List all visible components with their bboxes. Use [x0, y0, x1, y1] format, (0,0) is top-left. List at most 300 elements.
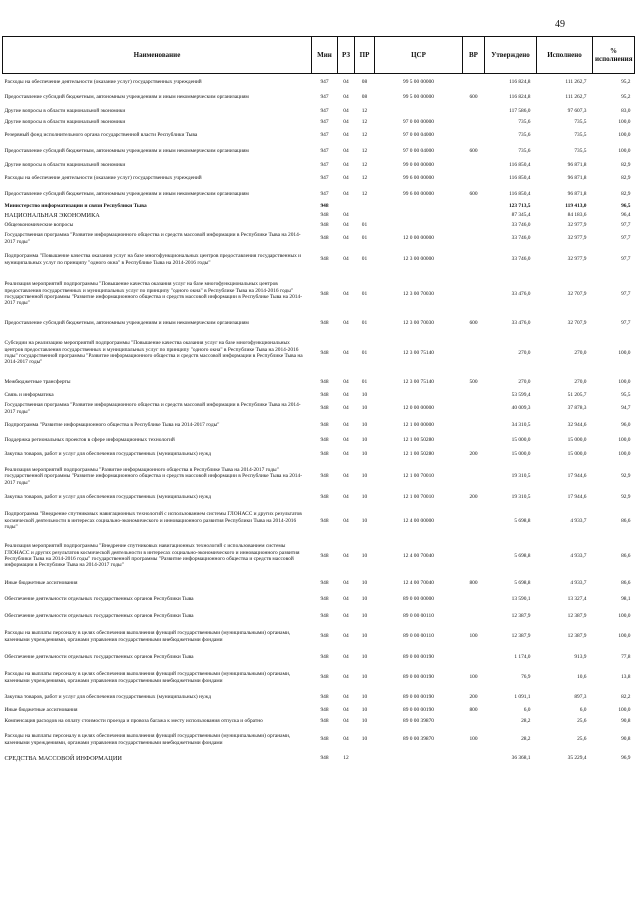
cell-executed: 119 413,0 — [565, 203, 587, 210]
cell-rz: 04 — [343, 392, 349, 399]
cell-vr: 600 — [469, 148, 478, 155]
cell-min: 947 — [320, 191, 329, 198]
cell-min: 948 — [320, 517, 329, 524]
table-row — [3, 715, 635, 728]
cell-vr — [463, 128, 485, 144]
cell-pr: 12 — [361, 132, 368, 139]
cell-executed: 15 000,0 — [567, 451, 587, 458]
cell-executed: 32 977,9 — [567, 222, 587, 229]
cell-rz: 04 — [343, 633, 349, 640]
cell-approved: 116 824,8 — [509, 94, 531, 101]
cell-executed: 32 944,6 — [567, 421, 587, 428]
cell-csr: 12 1 00 70010 — [403, 494, 434, 501]
budget-table — [2, 36, 635, 766]
cell-rz: 04 — [343, 717, 349, 724]
cell-csr: 99 0 00 00000 — [403, 161, 434, 168]
cell-csr: 99 5 00 00000 — [403, 78, 434, 85]
cell-executed: 25,6 — [577, 736, 587, 743]
table-row — [3, 608, 635, 625]
table-row — [3, 106, 635, 117]
cell-min: 948 — [320, 612, 329, 619]
cell-rz: 04 — [343, 494, 349, 501]
cell-pct: 82,9 — [621, 161, 631, 168]
cell-min: 948 — [320, 290, 329, 297]
cell-approved: 5 698,8 — [514, 552, 531, 559]
cell-approved: 87 345,4 — [511, 212, 531, 219]
header-vr: ВР — [463, 37, 485, 74]
cell-min: 948 — [320, 674, 329, 681]
cell-pr: 10 — [361, 421, 368, 428]
cell-executed: 12 387,9 — [567, 612, 587, 619]
table-row — [3, 332, 635, 375]
cell-name: Субсидии на реализацию мероприятий подпрограммы "Повышение качества оказания услуг на базе многофункциональных центров предоставления государственных и муниципальных услуг по принципу "одного окна" в Республике Тыва на 2014-2016 годы" государственной программы "Развитие информационного общества и средств массовой информации в Республике Тыва на 2014-2017 годы" — [4, 340, 303, 366]
cell-rz: 04 — [343, 175, 349, 182]
cell-pct: 100,0 — [618, 706, 631, 713]
cell-vr: 100 — [469, 633, 478, 640]
header-csr: ЦСР — [375, 37, 463, 74]
cell-approved: 5 698,8 — [514, 517, 531, 524]
cell-name: Обеспечение деятельности отдельных государственных органов Республики Тыва — [4, 612, 194, 619]
cell-pct: 100,0 — [618, 436, 631, 443]
cell-csr: 89 0 00 00190 — [403, 694, 434, 701]
cell-approved: 33 476,0 — [511, 290, 531, 297]
cell-rz: 04 — [343, 235, 349, 242]
cell-pr: 10 — [361, 736, 368, 743]
cell-rz: 04 — [343, 473, 349, 480]
cell-vr — [463, 463, 485, 491]
cell-csr: 97 0 00 04000 — [403, 148, 434, 155]
cell-pr: 08 — [361, 94, 368, 101]
table-row — [3, 434, 635, 447]
cell-pct: 82,9 — [621, 175, 631, 182]
cell-csr — [375, 211, 463, 221]
cell-vr: 200 — [469, 694, 478, 701]
cell-rz: 04 — [343, 612, 349, 619]
cell-min: 947 — [320, 118, 329, 125]
cell-vr — [463, 417, 485, 434]
cell-approved: 28,2 — [521, 717, 531, 724]
cell-vr: 600 — [469, 94, 478, 101]
cell-approved: 1 091,1 — [514, 694, 531, 701]
cell-rz: 04 — [343, 320, 349, 327]
cell-csr: 89 0 00 00190 — [403, 706, 434, 713]
cell-executed: 15 000,0 — [567, 436, 587, 443]
table-row — [3, 247, 635, 273]
cell-pct: 83,0 — [621, 107, 631, 114]
cell-approved: 33 746,0 — [511, 235, 531, 242]
cell-rz: 04 — [343, 290, 349, 297]
cell-vr — [463, 434, 485, 447]
cell-pr: 10 — [361, 494, 368, 501]
cell-approved: 116 850,4 — [509, 175, 531, 182]
cell-pct: 100,0 — [618, 451, 631, 458]
cell-min: 948 — [320, 552, 329, 559]
cell-min: 947 — [320, 175, 329, 182]
cell-name: Расходы на выплаты персоналу в целях обеспечения выполнения функций государственными (муниципальными) органами, казенными учреждениями, органами управления государственными внебюджетными фондами — [4, 671, 291, 684]
cell-pr: 12 — [361, 148, 368, 155]
cell-name: Межбюджетные трансферты — [4, 379, 71, 386]
cell-name: Поддержка региональных проектов в сфере информационных технологий — [4, 436, 175, 443]
cell-vr — [463, 608, 485, 625]
cell-approved: 735,6 — [518, 148, 531, 155]
cell-min: 948 — [320, 706, 329, 713]
cell-csr — [375, 752, 463, 766]
cell-executed: 96 871,8 — [567, 191, 587, 198]
cell-csr: 12 3 00 00000 — [403, 256, 434, 263]
cell-name: Предоставление субсидий бюджетным, автономным учреждениям и иным некоммерческим организациям — [4, 148, 249, 155]
cell-rz: 04 — [343, 222, 349, 229]
cell-min: 948 — [320, 392, 329, 399]
cell-name: Расходы на выплаты персоналу в целях обеспечения выполнения функций государственными (муниципальными) органами, казенными учреждениями, органами управления государственными внебюджетными фондами — [4, 630, 291, 643]
cell-approved: 15 000,0 — [511, 436, 531, 443]
cell-rz: 04 — [343, 256, 349, 263]
cell-name: Закупка товаров, работ и услуг для обеспечения государственных (муниципальных) нужд — [4, 694, 212, 701]
table-row — [3, 211, 635, 221]
cell-vr: 800 — [469, 579, 478, 586]
table-row — [3, 160, 635, 171]
cell-vr — [463, 247, 485, 273]
cell-vr — [463, 160, 485, 171]
cell-executed: 13 327,4 — [567, 596, 587, 603]
cell-approved: 12 387,9 — [511, 612, 531, 619]
cell-pr: 01 — [361, 222, 368, 229]
cell-executed: 913,9 — [574, 653, 587, 660]
cell-approved: 19 310,5 — [511, 473, 531, 480]
table-row — [3, 273, 635, 316]
cell-approved: 53 599,4 — [511, 392, 531, 399]
cell-min: 948 — [320, 405, 329, 412]
cell-csr: 99 6 00 00000 — [403, 191, 434, 198]
cell-pct: 77,8 — [621, 653, 631, 660]
header-executed: Исполнено — [537, 37, 593, 74]
cell-name: Предоставление субсидий бюджетным, автономным учреждениям и иным некоммерческим организациям — [4, 94, 249, 101]
cell-csr: 12 1 00 70010 — [403, 473, 434, 480]
cell-pct: 97,7 — [621, 222, 631, 229]
cell-executed: 96 871,8 — [567, 161, 587, 168]
cell-pct: 100,0 — [618, 633, 631, 640]
cell-vr: 100 — [469, 736, 478, 743]
cell-pr: 12 — [361, 191, 368, 198]
cell-name: Министерство информатизации и связи Республики Тыва — [4, 203, 147, 210]
cell-csr: 89 0 00 00190 — [403, 674, 434, 681]
cell-pr — [355, 203, 375, 211]
cell-rz: 04 — [343, 694, 349, 701]
cell-min: 948 — [320, 579, 329, 586]
cell-pr: 10 — [361, 436, 368, 443]
cell-pct: 96,0 — [621, 421, 631, 428]
cell-min: 948 — [320, 596, 329, 603]
cell-vr: 100 — [469, 674, 478, 681]
cell-pr: 10 — [361, 653, 368, 660]
cell-csr: 12 4 00 70040 — [403, 552, 434, 559]
cell-min: 948 — [320, 379, 329, 386]
cell-pr: 10 — [361, 717, 368, 724]
cell-approved: 34 310,5 — [511, 421, 531, 428]
cell-min: 948 — [320, 633, 329, 640]
cell-min: 948 — [320, 212, 329, 219]
cell-vr: 600 — [469, 320, 478, 327]
cell-pct: 96,5 — [621, 203, 631, 210]
cell-vr: 600 — [469, 191, 478, 198]
cell-csr: 12 3 00 70030 — [403, 320, 434, 327]
cell-vr — [463, 211, 485, 221]
cell-approved: 33 746,0 — [511, 222, 531, 229]
cell-csr: 12 0 00 00000 — [403, 235, 434, 242]
cell-csr: 89 0 00 39870 — [403, 736, 434, 743]
cell-vr — [463, 106, 485, 117]
cell-vr — [463, 273, 485, 316]
cell-csr: 12 0 00 00000 — [403, 405, 434, 412]
cell-executed: 111 262,7 — [565, 78, 587, 85]
cell-pct: 97,7 — [621, 256, 631, 263]
cell-approved: 33 476,0 — [511, 320, 531, 327]
header-pr: ПР — [355, 37, 375, 74]
cell-name: Другие вопросы в области национальной экономики — [4, 118, 126, 125]
cell-pr: 01 — [361, 379, 368, 386]
cell-pct: 100,0 — [618, 349, 631, 356]
cell-pct: 86,6 — [621, 517, 631, 524]
cell-approved: 15 000,0 — [511, 451, 531, 458]
cell-executed: 270,0 — [574, 349, 587, 356]
cell-pr: 10 — [361, 633, 368, 640]
cell-executed: 4 933,7 — [570, 579, 587, 586]
cell-rz: 04 — [343, 653, 349, 660]
table-row — [3, 575, 635, 592]
cell-approved: 36 368,1 — [511, 755, 531, 762]
cell-rz: 04 — [343, 596, 349, 603]
cell-min: 948 — [320, 203, 329, 210]
cell-approved: 116 850,4 — [509, 161, 531, 168]
cell-executed: 32 707,9 — [567, 290, 587, 297]
cell-rz: 04 — [343, 94, 349, 101]
cell-rz: 04 — [343, 212, 349, 219]
cell-approved: 735,6 — [518, 132, 531, 139]
cell-vr — [463, 74, 485, 90]
cell-name: Реализация мероприятий подпрограммы "Развитие информационного общества в Республике Тыва на 2014-2017 годы" государственной программы "Развитие информационного общества и средств массовой информации в Республике Тыва на 2014-2017 годы" — [4, 466, 302, 486]
cell-csr: 89 0 00 39870 — [403, 717, 434, 724]
cell-pr: 01 — [361, 290, 368, 297]
cell-rz: 04 — [343, 107, 349, 114]
cell-approved: 116 824,8 — [509, 78, 531, 85]
cell-rz: 04 — [343, 706, 349, 713]
cell-pr: 12 — [361, 107, 368, 114]
cell-csr: 97 0 00 00000 — [403, 118, 434, 125]
cell-pr: 08 — [361, 78, 368, 85]
cell-rz: 04 — [343, 161, 349, 168]
cell-name: Государственная программа "Развитие информационного общества и средств массовой информации в Республике Тыва на 2014-2017 годы" — [4, 232, 301, 245]
cell-csr: 12 3 00 70030 — [403, 290, 434, 297]
cell-pr: 10 — [361, 706, 368, 713]
cell-vr: 200 — [469, 494, 478, 501]
cell-name: Расходы на обеспечение деятельности (оказание услуг) государственных учреждений — [4, 175, 202, 182]
cell-approved: 735,6 — [518, 118, 531, 125]
cell-rz: 04 — [343, 148, 349, 155]
cell-vr — [463, 752, 485, 766]
cell-min: 948 — [320, 473, 329, 480]
cell-pct: 82,9 — [621, 191, 631, 198]
cell-name: Резервный фонд исполнительного органа государственной власти Республики Тыва — [4, 132, 198, 139]
table-row — [3, 401, 635, 417]
cell-pct: 97,7 — [621, 320, 631, 327]
cell-pct: 97,7 — [621, 290, 631, 297]
cell-rz: 04 — [343, 78, 349, 85]
cell-min: 948 — [320, 755, 329, 762]
cell-min: 948 — [320, 421, 329, 428]
cell-rz: 04 — [343, 421, 349, 428]
cell-approved: 5 698,8 — [514, 579, 531, 586]
cell-min: 948 — [320, 717, 329, 724]
cell-pct: 97,7 — [621, 235, 631, 242]
cell-rz: 04 — [343, 349, 349, 356]
table-row — [3, 592, 635, 608]
cell-pct: 90,8 — [621, 736, 631, 743]
cell-executed: 270,0 — [574, 379, 587, 386]
cell-executed: 32 707,9 — [567, 320, 587, 327]
cell-pr: 12 — [361, 175, 368, 182]
cell-pct: 86,6 — [621, 579, 631, 586]
cell-pr: 10 — [361, 694, 368, 701]
cell-csr — [375, 203, 463, 211]
cell-approved: 19 310,5 — [511, 494, 531, 501]
cell-rz: 04 — [343, 405, 349, 412]
cell-vr — [463, 538, 485, 575]
page-number: 49 — [555, 19, 565, 30]
cell-rz: 04 — [343, 517, 349, 524]
cell-pct: 92,9 — [621, 494, 631, 501]
cell-executed: 84 183,6 — [567, 212, 587, 219]
cell-pr: 10 — [361, 579, 368, 586]
cell-pct: 95,2 — [621, 78, 631, 85]
cell-min: 948 — [320, 736, 329, 743]
cell-approved: 117 586,0 — [509, 107, 531, 114]
cell-csr — [375, 221, 463, 231]
cell-vr — [463, 391, 485, 401]
table-row — [3, 447, 635, 463]
cell-pr: 10 — [361, 552, 368, 559]
cell-min: 947 — [320, 107, 329, 114]
cell-rz: 04 — [343, 736, 349, 743]
cell-csr — [375, 391, 463, 401]
cell-approved: 13 590,1 — [511, 596, 531, 603]
table-row — [3, 463, 635, 491]
cell-name: Предоставление субсидий бюджетным, автономным учреждениям и иным некоммерческим организациям — [4, 191, 249, 198]
cell-pct: 96,9 — [621, 755, 631, 762]
cell-name: Обеспечение деятельности отдельных государственных органов Республики Тыва — [4, 653, 194, 660]
cell-name: Связь и информатика — [4, 392, 54, 399]
cell-pct: 94,7 — [621, 405, 631, 412]
cell-pct: 96,4 — [621, 212, 631, 219]
cell-rz: 04 — [343, 451, 349, 458]
header-percent: % исполнения — [593, 37, 635, 74]
cell-pr: 01 — [361, 256, 368, 263]
cell-rz: 04 — [343, 132, 349, 139]
cell-csr: 12 1 00 50280 — [403, 436, 434, 443]
cell-name: НАЦИОНАЛЬНАЯ ЭКОНОМИКА — [4, 211, 100, 219]
cell-pct: 100,0 — [618, 612, 631, 619]
cell-name: Закупка товаров, работ и услуг для обеспечения государственных (муниципальных) нужд — [4, 494, 212, 501]
cell-executed: 17 944,6 — [567, 473, 587, 480]
cell-vr — [463, 221, 485, 231]
cell-pr: 10 — [361, 451, 368, 458]
cell-vr — [463, 171, 485, 187]
cell-executed: 4 933,7 — [570, 517, 587, 524]
cell-csr — [375, 106, 463, 117]
cell-name: Иные бюджетные ассигнования — [4, 579, 78, 586]
cell-name: Подпрограмма "Развитие информационного общества в Республике Тыва на 2014-2017 годы" — [4, 421, 220, 428]
table-header-row — [3, 37, 635, 74]
table-row — [3, 117, 635, 128]
cell-pr — [355, 752, 375, 766]
cell-vr — [463, 401, 485, 417]
cell-approved: 40 009,3 — [511, 405, 531, 412]
header-name: Наименование — [3, 37, 312, 74]
cell-pr: 01 — [361, 349, 368, 356]
table-row — [3, 666, 635, 690]
cell-min: 947 — [320, 132, 329, 139]
cell-min: 948 — [320, 349, 329, 356]
cell-pr: 01 — [361, 235, 368, 242]
cell-min: 947 — [320, 94, 329, 101]
cell-approved: 270,0 — [518, 349, 531, 356]
cell-approved: 1 174,0 — [514, 653, 531, 660]
cell-executed: 37 878,3 — [567, 405, 587, 412]
cell-vr: 200 — [469, 451, 478, 458]
cell-pr: 01 — [361, 320, 368, 327]
cell-vr — [463, 203, 485, 211]
cell-executed: 735,5 — [574, 148, 587, 155]
cell-name: Компенсация расходов на оплату стоимости проезда и провоза багажа к месту использования отпуска и обратно — [4, 717, 263, 724]
cell-pct: 95,2 — [621, 94, 631, 101]
cell-name: Общеэкономические вопросы — [4, 222, 74, 229]
cell-csr: 89 0 00 00110 — [403, 612, 434, 619]
cell-csr: 12 1 00 50280 — [403, 451, 434, 458]
cell-approved: 6,0 — [523, 706, 531, 713]
cell-name: Подпрограмма "Внедрение спутниковых навигационных технологий с использованием системы ГЛОНАСС и других результатов космической деятельности в интересах социально-экономического и инновационного развития Республики Тыва на 2014-2016 годы" — [4, 511, 302, 531]
table-row — [3, 375, 635, 391]
cell-pct: 86,6 — [621, 552, 631, 559]
cell-name: СРЕДСТВА МАССОВОЙ ИНФОРМАЦИИ — [4, 754, 122, 762]
cell-executed: 111 262,7 — [565, 94, 587, 101]
cell-min: 948 — [320, 653, 329, 660]
cell-name: Предоставление субсидий бюджетным, автономным учреждениям и иным некоммерческим организациям — [4, 320, 249, 327]
cell-min: 948 — [320, 256, 329, 263]
cell-rz: 04 — [343, 379, 349, 386]
table-row — [3, 187, 635, 203]
cell-min: 948 — [320, 436, 329, 443]
cell-min: 947 — [320, 148, 329, 155]
cell-vr — [463, 715, 485, 728]
table-row — [3, 144, 635, 160]
cell-pct: 13,8 — [621, 674, 631, 681]
table-row — [3, 231, 635, 247]
cell-vr: 800 — [469, 706, 478, 713]
table-row — [3, 706, 635, 715]
cell-executed: 96 871,8 — [567, 175, 587, 182]
cell-approved: 76,9 — [521, 674, 531, 681]
cell-vr — [463, 649, 485, 666]
cell-pct: 98,1 — [621, 596, 631, 603]
cell-approved: 123 713,5 — [508, 203, 531, 210]
table-row — [3, 128, 635, 144]
cell-min: 948 — [320, 694, 329, 701]
table-row — [3, 316, 635, 332]
cell-name: Обеспечение деятельности отдельных государственных органов Республики Тыва — [4, 596, 194, 603]
table-row — [3, 74, 635, 90]
table-row — [3, 391, 635, 401]
cell-pr — [355, 211, 375, 221]
cell-min: 948 — [320, 235, 329, 242]
table-row — [3, 491, 635, 505]
